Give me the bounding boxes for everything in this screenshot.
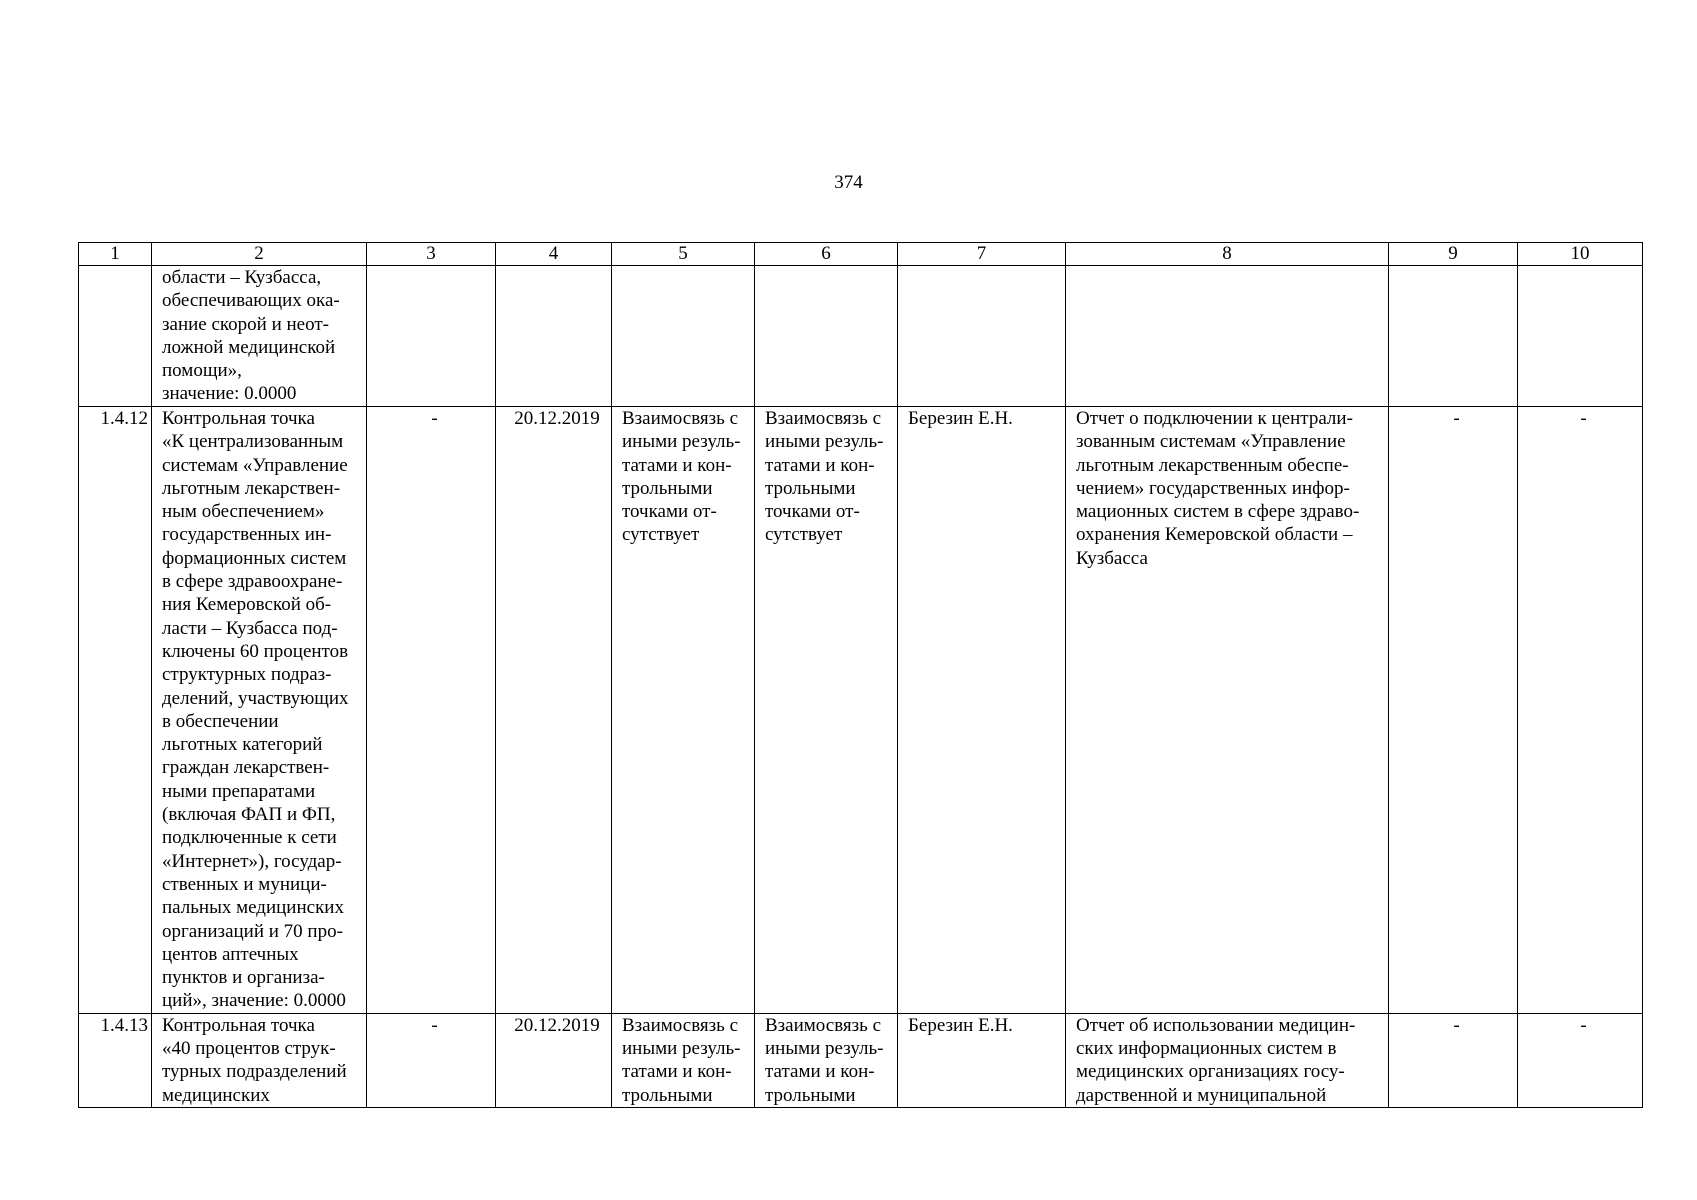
col9-cell: - (1389, 1013, 1518, 1107)
item-name-cell (152, 266, 367, 407)
link-text-2: Взаимосвязь с иными резуль- татами и кон- трольными точками от- сутствует (765, 408, 884, 546)
row-number: 1.4.13 (79, 1013, 152, 1107)
responsible-cell (898, 266, 1066, 407)
column-header: 7 (898, 243, 1066, 266)
col9-cell (1389, 266, 1518, 407)
item-name-cell (152, 1013, 367, 1107)
result-cell (1066, 266, 1389, 407)
column-header: 1 (79, 243, 152, 266)
column-header: 10 (1518, 243, 1643, 266)
result-text: Отчет об использовании медицин- ских информационных систем в медицинских организациях госу- дарственной и муниципальной (1076, 1014, 1356, 1106)
plan-table (78, 242, 1643, 1108)
header-row (79, 243, 1643, 266)
link-text-1: Взаимосвязь с иными резуль- татами и кон- трольными (622, 1014, 741, 1106)
table-row (79, 1013, 1643, 1107)
date-cell: 20.12.2019 (496, 407, 612, 1014)
column-header: 5 (612, 243, 755, 266)
col3-cell: - (367, 407, 496, 1014)
link-text-2: Взаимосвязь с иными резуль- татами и кон- трольными (765, 1014, 884, 1106)
item-name: области – Кузбасса, обеспечивающих ока- зание скорой и неот- ложной медицинской помощи», значение: 0.0000 (162, 267, 340, 405)
responsible-cell: Березин Е.Н. (898, 1013, 1066, 1107)
link-text-1: Взаимосвязь с иными резуль- татами и кон- трольными точками от- сутствует (622, 408, 741, 546)
column-header: 9 (1389, 243, 1518, 266)
item-name-cell (152, 407, 367, 1014)
item-name: Контрольная точка «40 процентов струк- турных подразделений медицинских (162, 1014, 347, 1106)
row-number (79, 266, 152, 407)
col9-cell: - (1389, 407, 1518, 1014)
link-cell-1 (612, 266, 755, 407)
link-cell-1 (612, 407, 755, 1014)
link-cell-2 (755, 266, 898, 407)
column-header: 6 (755, 243, 898, 266)
result-cell (1066, 407, 1389, 1014)
row-number: 1.4.12 (79, 407, 152, 1014)
column-header: 8 (1066, 243, 1389, 266)
table-row (79, 266, 1643, 407)
col3-cell (367, 266, 496, 407)
column-header: 4 (496, 243, 612, 266)
result-text: Отчет о подключении к централи- зованным системам «Управление льготным лекарственным обеспе- чением» государственных инфор- мационных систем в сфере здраво- охранения Кемеровской области – Кузбасса (1076, 408, 1360, 569)
column-header: 2 (152, 243, 367, 266)
column-header: 3 (367, 243, 496, 266)
responsible-cell: Березин Е.Н. (898, 407, 1066, 1014)
table-row (79, 407, 1643, 1014)
link-cell-2 (755, 407, 898, 1014)
date-cell (496, 266, 612, 407)
col10-cell: - (1518, 1013, 1643, 1107)
link-cell-1 (612, 1013, 755, 1107)
link-cell-2 (755, 1013, 898, 1107)
result-cell (1066, 1013, 1389, 1107)
item-name: Контрольная точка «К централизованным системам «Управление льготным лекарствен- ным обеспечением» государственных ин- формационных систем в сфере здравоохране- ния Кемеровской об- ласти – Кузбасса под- ключены 60 процентов структурных подраз- делений, участвующих в обеспечении льготных категорий граждан лекарствен- ными препаратами (включая ФАП и ФП, подключенные к сети «Интернет»), государ- ственных и муници- пальных медицинских организаций и 70 про- центов аптечных пунктов и организа- ций», значение: 0.0000 (162, 408, 349, 1012)
col10-cell: - (1518, 407, 1643, 1014)
col3-cell: - (367, 1013, 496, 1107)
page-number: 374 (834, 172, 863, 193)
date-cell: 20.12.2019 (496, 1013, 612, 1107)
col10-cell (1518, 266, 1643, 407)
